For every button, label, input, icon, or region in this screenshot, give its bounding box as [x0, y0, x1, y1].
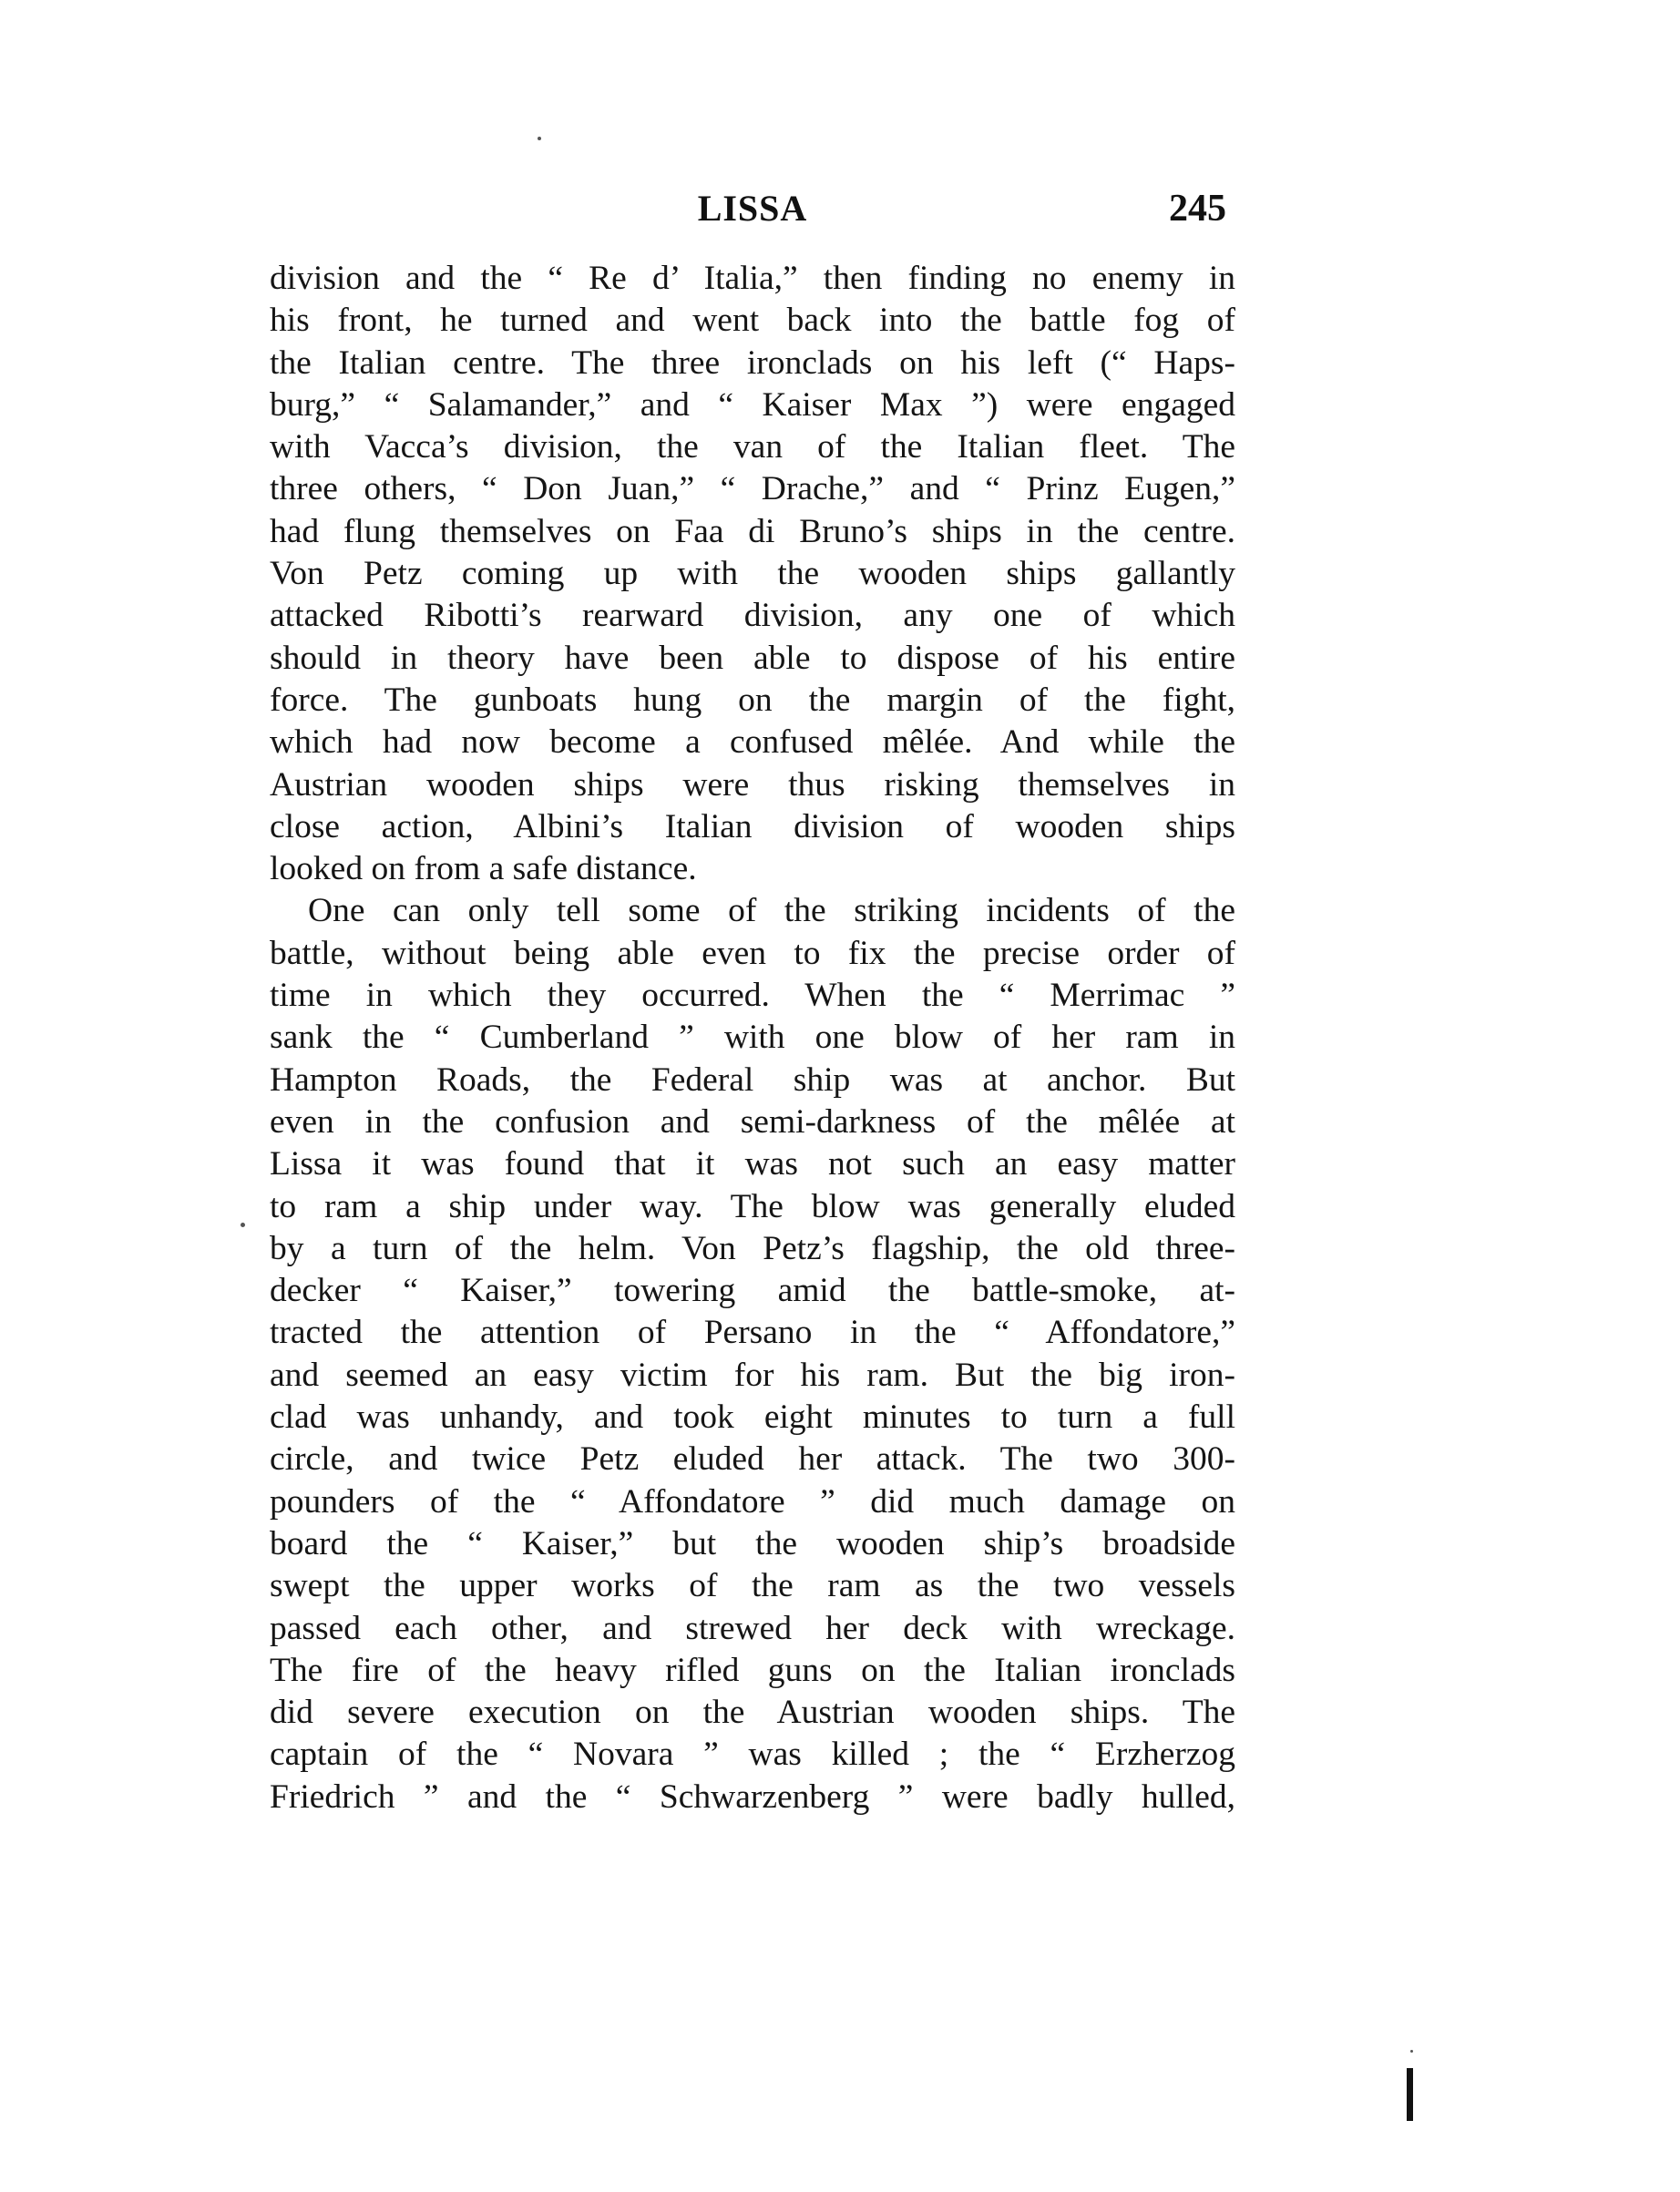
text-line: the Italian centre. The three ironclads on his left (“ Haps-	[270, 343, 1235, 382]
page-header	[270, 187, 1235, 241]
text-line: One can only tell some of the striking incidents of the	[308, 892, 1235, 930]
text-line: and seemed an easy victim for his ram. But the big iron-	[270, 1356, 1235, 1394]
paragraph-1	[270, 258, 1235, 890]
scan-edge-mark	[1407, 2068, 1413, 2121]
text-line: his front, he turned and went back into the battle fog of	[270, 302, 1235, 340]
text-line: Austrian wooden ships were thus risking themselves in	[270, 765, 1235, 804]
running-title: LISSA	[697, 188, 808, 229]
text-line: swept the upper works of the ram as the two vessels	[270, 1567, 1235, 1605]
text-line: to ram a ship under way. The blow was generally eluded	[270, 1187, 1235, 1225]
text-line: time in which they occurred. When the “ Merrimac ”	[270, 977, 1235, 1015]
text-line: burg,” “ Salamander,” and “ Kaiser Max ”) were engaged	[270, 385, 1235, 424]
scan-speck	[1410, 2050, 1413, 2053]
paragraph-2	[270, 890, 1235, 1818]
body-text	[270, 258, 1235, 1818]
text-line: even in the confusion and semi-darkness of the mêlée at	[270, 1102, 1235, 1141]
text-line: with Vacca’s division, the van of the Italian fleet. The	[270, 428, 1235, 466]
text-line: captain of the “ Novara ” was killed ; the “ Erzherzog	[270, 1736, 1235, 1774]
scan-speck	[538, 137, 541, 140]
text-line: clad was unhandy, and took eight minutes to turn a full	[270, 1398, 1235, 1437]
text-line: Lissa it was found that it was not such an easy matter	[270, 1145, 1235, 1183]
text-line: decker “ Kaiser,” towering amid the battle-smoke, at-	[270, 1272, 1235, 1310]
text-line: board the “ Kaiser,” but the wooden ship’s broadside	[270, 1524, 1235, 1562]
text-line: which had now become a confused mêlée. And while the	[270, 723, 1235, 762]
text-line: by a turn of the helm. Von Petz’s flagship, the old three-	[270, 1229, 1235, 1267]
text-line: three others, “ Don Juan,” “ Drache,” and “ Prinz Eugen,”	[270, 470, 1235, 508]
scan-speck	[241, 1223, 245, 1227]
text-line: passed each other, and strewed her deck with wreckage.	[270, 1609, 1235, 1647]
text-line: Von Petz coming up with the wooden ships gallantly	[270, 555, 1235, 593]
text-line: The fire of the heavy rifled guns on the Italian ironclads	[270, 1651, 1235, 1689]
text-line: Hampton Roads, the Federal ship was at anchor. But	[270, 1060, 1235, 1099]
text-line: close action, Albini’s Italian division of wooden ships	[270, 807, 1235, 845]
text-line: had flung themselves on Faa di Bruno’s ships in the centre.	[270, 512, 1235, 550]
text-line: force. The gunboats hung on the margin of the fight,	[270, 681, 1235, 719]
page-number: 245	[1169, 188, 1226, 230]
text-line: attacked Ribotti’s rearward division, any one of which	[270, 597, 1235, 635]
text-line: sank the “ Cumberland ” with one blow of her ram in	[270, 1019, 1235, 1057]
text-line: should in theory have been able to dispose of his entire	[270, 639, 1235, 677]
text-line: did severe execution on the Austrian wooden ships. The	[270, 1694, 1235, 1732]
text-line: looked on from a safe distance.	[270, 850, 697, 888]
text-line: circle, and twice Petz eluded her attack. The two 300-	[270, 1440, 1235, 1479]
text-line: pounders of the “ Affondatore ” did much damage on	[270, 1482, 1235, 1521]
text-line: Friedrich ” and the “ Schwarzenberg ” were badly hulled,	[270, 1777, 1235, 1816]
text-line: division and the “ Re d’ Italia,” then finding no enemy in	[270, 260, 1235, 297]
text-line: tracted the attention of Persano in the “ Affondatore,”	[270, 1314, 1235, 1352]
text-line: battle, without being able even to fix the precise order of	[270, 934, 1235, 972]
